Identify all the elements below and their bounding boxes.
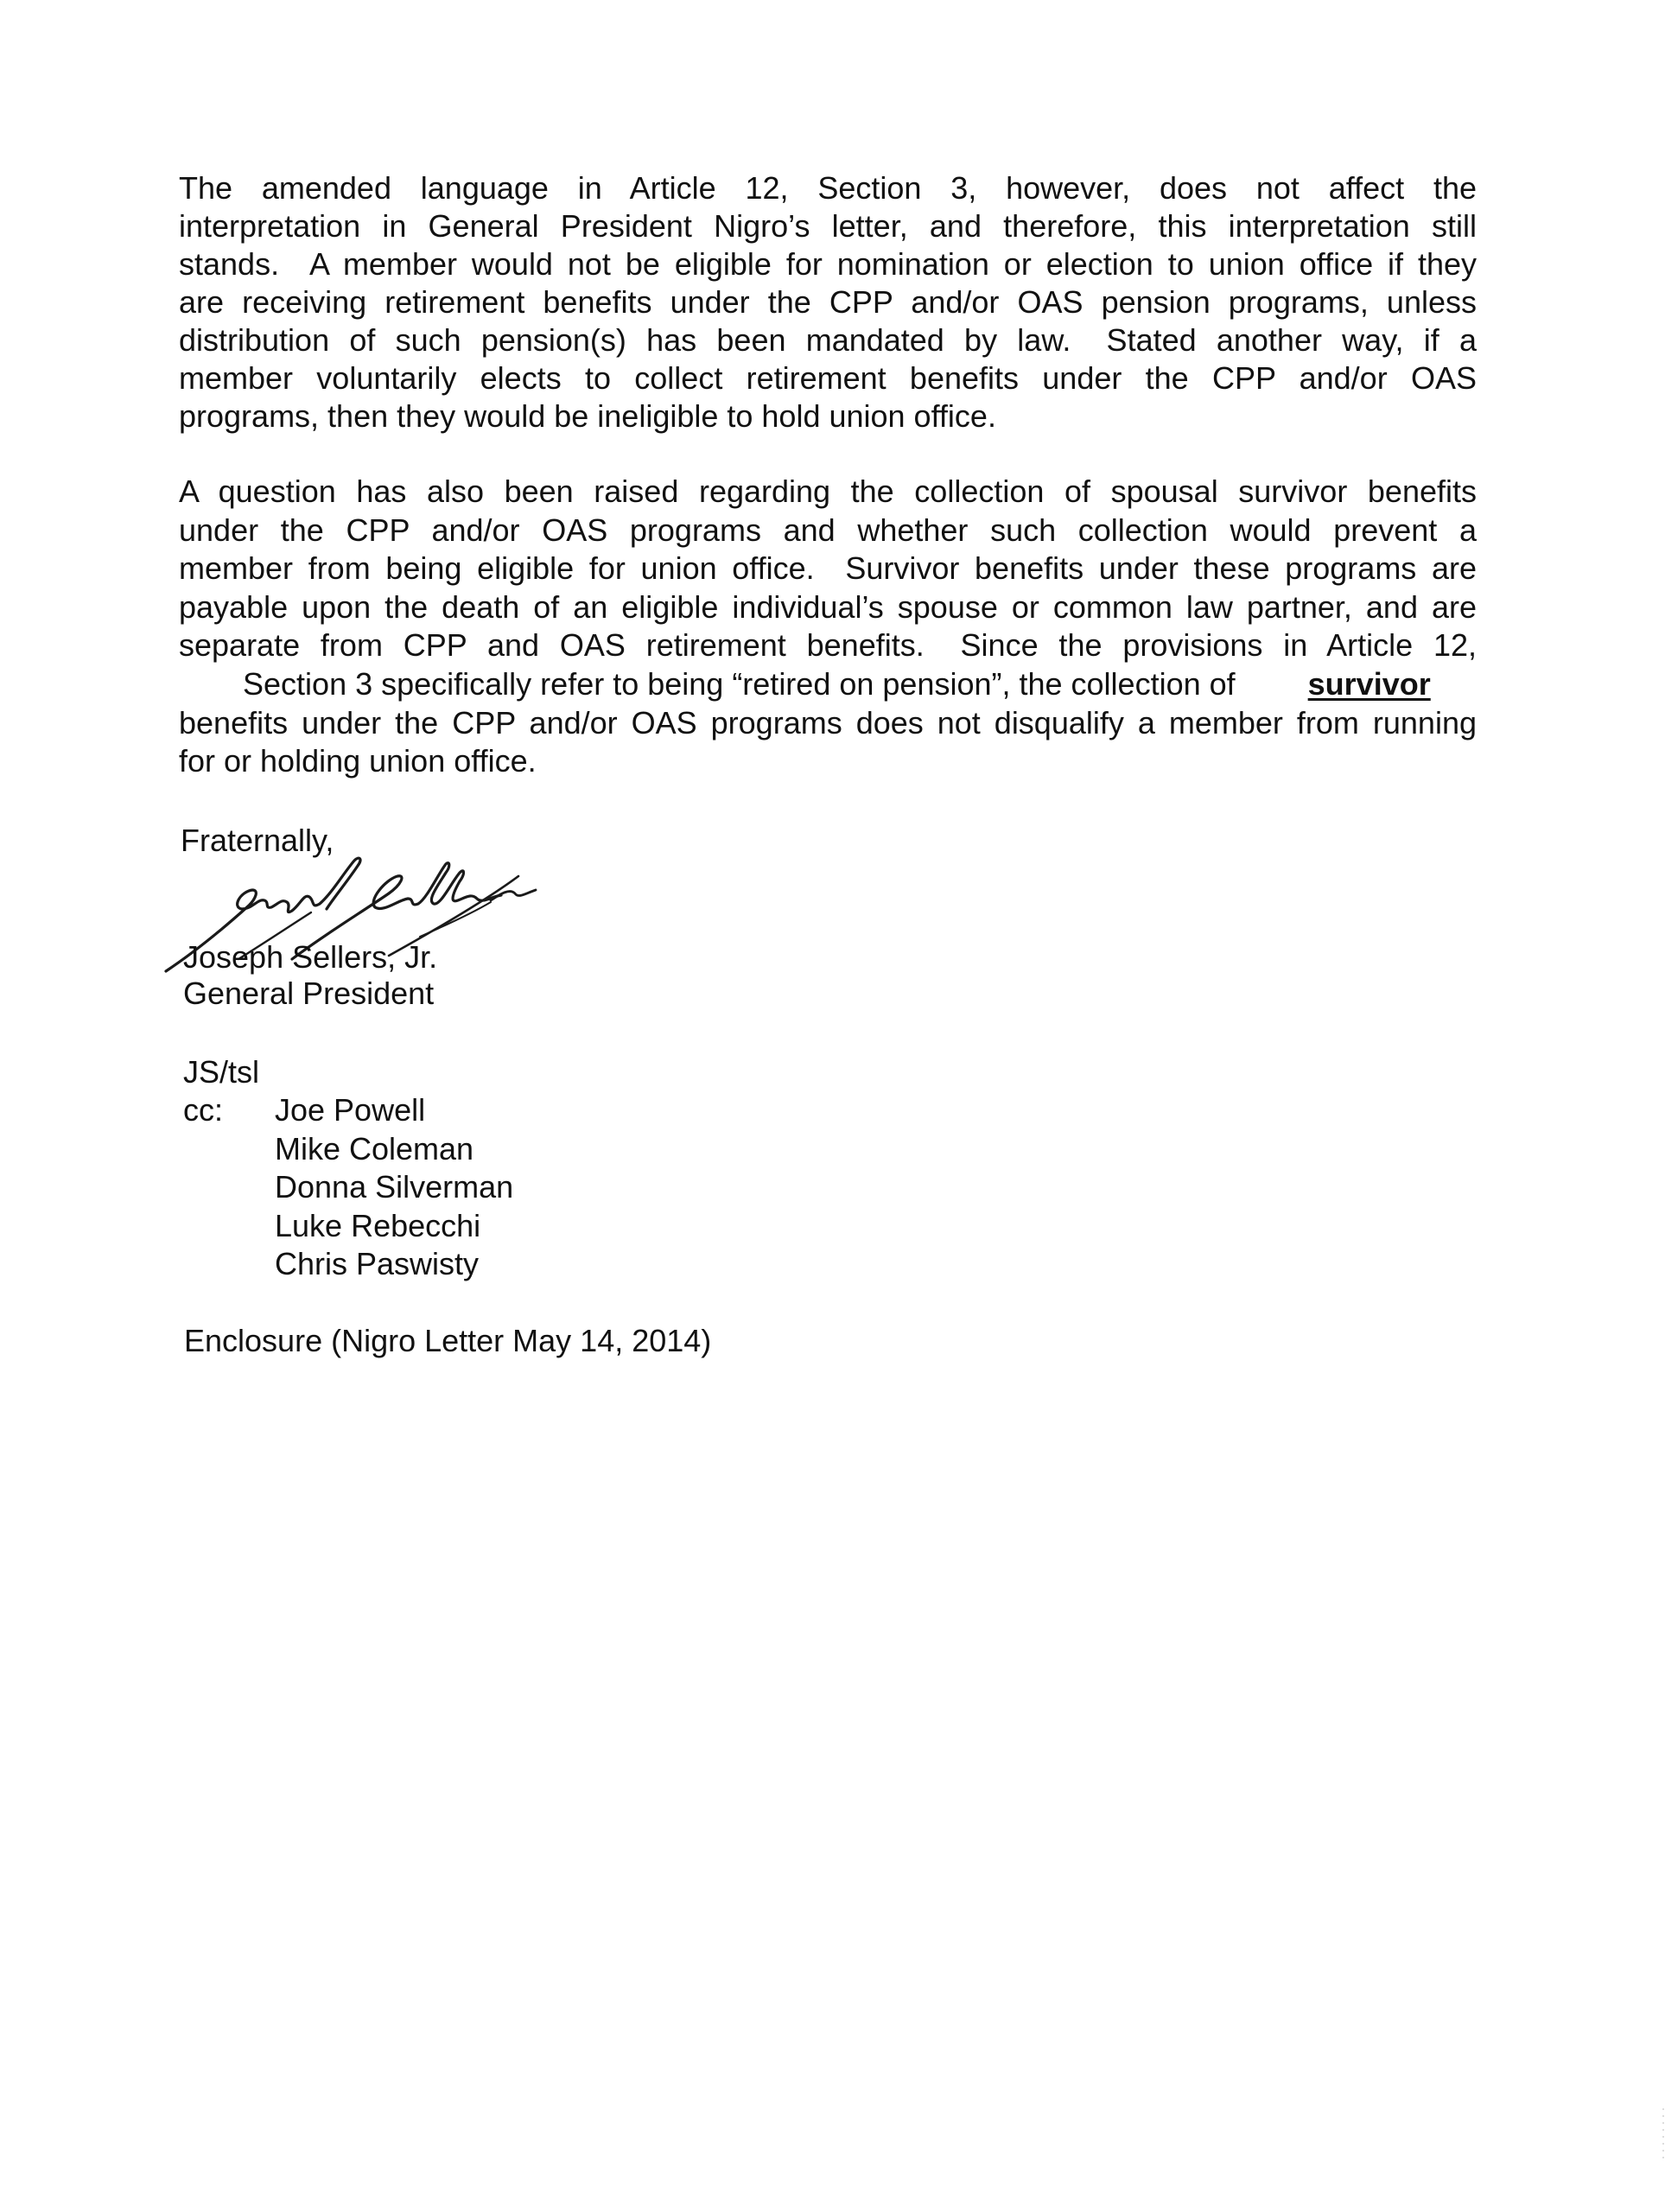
enclosure-note: Enclosure (Nigro Letter May 14, 2014) (184, 1323, 712, 1358)
paragraph-line: member voluntarily elects to collect retirement benefits under the CPP and/or OAS (179, 360, 1477, 396)
cc-recipient: Luke Rebecchi (275, 1207, 481, 1243)
signatory-title: General President (183, 976, 435, 1011)
paragraph-eligibility-interpretation (179, 169, 1477, 435)
emphasized-word-survivor: survivor (1307, 665, 1431, 702)
paragraph-line: programs, then they would be ineligible to hold union office. (179, 398, 996, 434)
paragraph-line: are receiving retirement benefits under the CPP and/or OAS pension programs, unless (179, 284, 1477, 320)
paragraph-line (179, 665, 1477, 704)
paragraph-line: under the CPP and/or OAS programs and whether such collection would prevent a (179, 512, 1477, 548)
closing-salutation: Fraternally, (181, 823, 334, 858)
paragraph-line: benefits under the CPP and/or OAS programs does not disqualify a member from running (179, 704, 1477, 741)
paragraph-line: payable upon the death of an eligible individual’s spouse or common law partner, and are (179, 588, 1477, 625)
cc-recipient: Chris Paswisty (275, 1246, 480, 1281)
typist-initials: JS/tsl (183, 1054, 260, 1090)
cc-recipient-list (275, 1091, 513, 1284)
signatory-name: Joseph Sellers, Jr. (183, 939, 438, 975)
scan-artifact (1662, 2108, 1664, 2160)
paragraph-line: stands. A member would not be eligible for nomination or election to union office if they (179, 246, 1477, 282)
paragraph-line: A question has also been raised regarding the collection of spousal survivor benefits (179, 474, 1477, 509)
cc-recipient: Joe Powell (275, 1092, 426, 1128)
paragraph-line: interpretation in General President Nigro’s letter, and therefore, this interpretation still (179, 208, 1477, 244)
paragraph-line: separate from CPP and OAS retirement benefits. Since the provisions in Article 12, (179, 627, 1477, 664)
paragraph-line: distribution of such pension(s) has been mandated by law. Stated another way, if a (179, 322, 1477, 358)
paragraph-line-text: Section 3 specifically refer to being “retired on pension”, the collection of (243, 665, 1236, 702)
paragraph-survivor-benefits (179, 473, 1477, 781)
paragraph-line: for or holding union office. (179, 743, 537, 779)
cc-label: cc: (183, 1092, 224, 1128)
paragraph-line: The amended language in Article 12, Section 3, however, does not affect the (179, 170, 1477, 206)
cc-recipient: Mike Coleman (275, 1130, 474, 1166)
cc-recipient: Donna Silverman (275, 1169, 514, 1205)
paragraph-line: member from being eligible for union office. Survivor benefits under these programs are (179, 550, 1477, 587)
